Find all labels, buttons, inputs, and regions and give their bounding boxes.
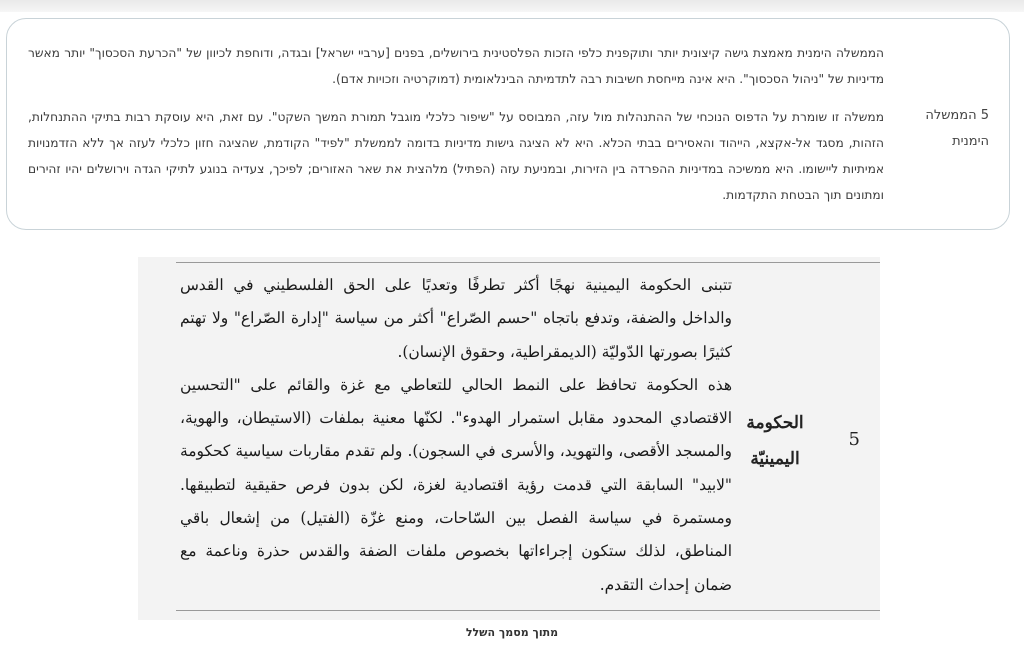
row-label-line-2: اليمينيّة (750, 449, 800, 469)
row-label: 5 הממשלה הימנית (925, 108, 989, 149)
top-bar (0, 0, 1024, 12)
image-caption: מתוך מסמך השלל (465, 626, 559, 639)
arabic-text (180, 269, 732, 602)
row-label-arabic (730, 405, 820, 477)
table-top-rule (176, 262, 880, 263)
hebrew-translation-card (6, 18, 1010, 230)
row-label-line-1: الحكومة (746, 413, 804, 433)
table-bottom-rule (176, 610, 880, 611)
arabic-paragraph-1: تتبنى الحكومة اليمينية نهجًا أكثر تطرفًا وتعديًا على الحق الفلسطيني في القدس والداخل والضفة، وتدفع باتجاه "حسم الصّراع" أكثر من سياسة "إدارة الصّراع" ولا تهتم كثيرًا بصورتها الدّوليّة (الديمقراطية، وحقوق الإنسان). (180, 276, 732, 361)
hebrew-paragraph-1: הממשלה הימנית מאמצת גישה קיצונית יותר ותוקפנית כלפי הזכות הפלסטינית בירושלים, בפנים [ערביי ישראל] ובגדה, ודוחפת לכיוון של "הכרעת הסכסוך" יותר מאשר מדיניות של "ניהול הסכסוך". היא אינה מייחסת חשיבות רבה לתדמיתה הבינלאומית (דמוקרטיה וזכויות אדם). (28, 46, 884, 86)
arabic-paragraph-2: هذه الحكومة تحافظ على النمط الحالي للتعاطي مع غزة والقائم على "التحسين الاقتصادي المحدود مقابل استمرار الهدوء". لكنّها معنية بملفات (الاستيطان، والهوية، والمسجد الأقصى، والتهويد، والأسرى في السجون). ولم تقدم مقاربات سياسية كحكومة "لابيد" السابقة التي قدمت رؤية اقتصادية لغزة، لكن بدون فرص حقيقية لتطبيقها. ومستمرة في سياسة الفصل بين السّاحات، ومنع غزّة (الفتيل) من إشعال باقي المناطق، لذلك ستكون إجراءاتها بخصوص ملفات الضفة والقدس حذرة وناعمة مع ضمان إحداث التقدم. (180, 375, 732, 594)
hebrew-paragraph-2: ממשלה זו שומרת על הדפוס הנוכחי של ההתנהלות מול עזה, המבוסס על "שיפור כלכלי מוגבל תמורת המשך השקט". עם זאת, היא עוסקת רבות בתיקי ההתנחלות, הזהות, מסגד אל-אקצא, הייהוד והאסירים בבתי הכלא. היא לא הציגה גישות מדיניות בדומה לממשלת "לפיד" הקודמת, שהציגה חזון כלכלי לעזה אך ללא הזדמנויות אמיתיות ליישומו. היא ממשיכה במדיניות ההפרדה בין הזירות, ובמניעת עזה (הפתיל) מלהצית את שאר האזורים; לפיכך, צעדיה בנוגע לתיקי הגדה וירושלים יהיו זהירים ומתונים תוך הבטחת התקדמות. (28, 110, 884, 202)
arabic-document-scan (138, 257, 880, 620)
row-number: 5 (848, 429, 860, 450)
hebrew-text (28, 40, 884, 208)
